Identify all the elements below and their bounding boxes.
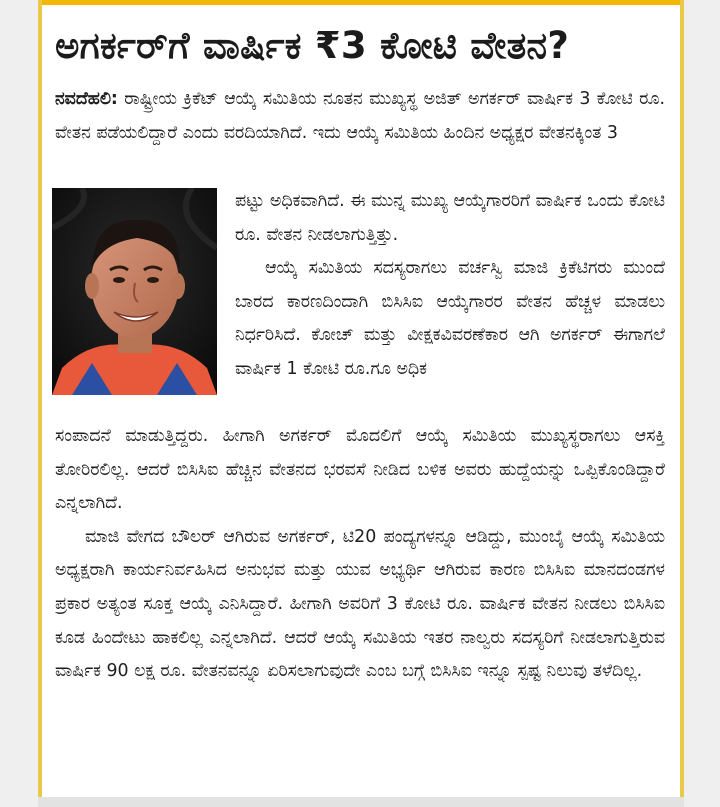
paragraph-2: ಆಯ್ಕೆ ಸಮಿತಿಯ ಸದಸ್ಯರಾಗಲು ವರ್ಚಸ್ವಿ ಮಾಜಿ ಕ್ರಿಕೆಟಿಗರು ಮುಂದೆ ಬಾರದ ಕಾರಣದಿಂದಾಗಿ ಬಿಸಿಸಿಐ ಆಯ್ಕೆಗಾರರ ವೇತನ ಹೆಚ್ಚಳ ಮಾಡಲು ನಿರ್ಧರಿಸಿದೆ. ಕೋಚ್ ಮತ್ತು ವೀಕ್ಷಕವಿವರಣೆಕಾರ ಆಗಿ ಅಗರ್ಕರ್ ಈಗಾಗಲೆ ವಾರ್ಷಿಕ 1 ಕೋಟಿ ರೂ.ಗೂ ಅಧಿಕ xyxy=(235,258,665,379)
paragraph-1 xyxy=(55,83,665,150)
paragraph-1-text: ರಾಷ್ಟ್ರೀಯ ಕ್ರಿಕೆಟ್ ಆಯ್ಕೆ ಸಮಿತಿಯ ನೂತನ ಮುಖ್ಯಸ್ಥ ಅಜಿತ್ ಅಗರ್ಕರ್ ವಾರ್ಷಿಕ 3 ಕೋಟಿ ರೂ. ವೇತನ ಪಡೆಯಲಿದ್ದಾರೆ ಎಂದು ವರದಿಯಾಗಿದೆ. ಇದು ಆಯ್ಕೆ ಸಮಿತಿಯ ಹಿಂದಿನ ಅಧ್ಯಕ್ಷರ ವೇತನಕ್ಕಿಂತ 3 xyxy=(55,89,665,143)
paragraph-1-continued: ಪಟ್ಟು ಅಧಿಕವಾಗಿದೆ. ಈ ಮುನ್ನ ಮುಖ್ಯ ಆಯ್ಕೆಗಾರರಿಗೆ ವಾರ್ಷಿಕ ಒಂದು ಕೋಟಿ ರೂ. ವೇತನ ನೀಡಲಾಗುತ್ತಿತ್ತು. xyxy=(235,191,665,245)
bottom-edge xyxy=(38,797,684,807)
top-accent-rule xyxy=(38,0,684,5)
portrait-image xyxy=(52,188,217,395)
left-border xyxy=(38,0,42,807)
paragraph-2-continued: ಸಂಪಾದನೆ ಮಾಡುತ್ತಿದ್ದರು. ಹೀಗಾಗಿ ಅಗರ್ಕರ್ ಮೊದಲಿಗೆ ಆಯ್ಕೆ ಸಮಿತಿಯ ಮುಖ್ಯಸ್ಥರಾಗಲು ಆಸಕ್ತಿ ತೋರಿರಲಿಲ್ಲ. ಆದರೆ ಬಿಸಿಸಿಐ ಹೆಚ್ಚಿನ ವೇತನದ ಭರವಸೆ ನೀಡಿದ ಬಳಿಕ ಅವರು ಹುದ್ದೆಯನ್ನು ಒಪ್ಪಿಕೊಂಡಿದ್ದಾರೆ ಎನ್ನಲಾಗಿದೆ. xyxy=(55,426,665,514)
dateline: ನವದೆಹಲಿ: xyxy=(55,89,118,109)
article-intro xyxy=(55,83,665,150)
article-lower xyxy=(55,420,665,689)
article-beside-photo xyxy=(235,185,665,387)
player-photo xyxy=(52,188,217,395)
headline: ಅಗರ್ಕರ್‌ಗೆ ವಾರ್ಷಿಕ ₹3 ಕೋಟಿ ವೇತನ? xyxy=(55,24,570,67)
paragraph-3: ಮಾಜಿ ವೇಗದ ಬೌಲರ್ ಆಗಿರುವ ಅಗರ್ಕರ್, ಟಿ20 ಪಂದ್ಯಗಳನ್ನೂ ಆಡಿದ್ದು, ಮುಂಬೈ ಆಯ್ಕೆ ಸಮಿತಿಯ ಅಧ್ಯಕ್ಷರಾಗಿ ಕಾರ್ಯನಿರ್ವಹಿಸಿದ ಅನುಭವ ಮತ್ತು ಯುವ ಅಭ್ಯರ್ಥಿ ಆಗಿರುವ ಕಾರಣ ಬಿಸಿಸಿಐ ಮಾನದಂಡಗಳ ಪ್ರಕಾರ ಅತ್ಯಂತ ಸೂಕ್ತ ಆಯ್ಕೆ ಎನಿಸಿದ್ದಾರೆ. ಹೀಗಾಗಿ ಅವರಿಗೆ 3 ಕೋಟಿ ರೂ. ವಾರ್ಷಿಕ ವೇತನ ನೀಡಲು ಬಿಸಿಸಿಐ ಕೂಡ ಹಿಂದೇಟು ಹಾಕಲಿಲ್ಲ ಎನ್ನಲಾಗಿದೆ. ಆದರೆ ಆಯ್ಕೆ ಸಮಿತಿಯ ಇತರ ನಾಲ್ವರು ಸದಸ್ಯರಿಗೆ ನೀಡಲಾಗುತ್ತಿರುವ ವಾರ್ಷಿಕ 90 ಲಕ್ಷ ರೂ. ವೇತನವನ್ನೂ ಏರಿಸಲಾಗುವುದೇ ಎಂಬ ಬಗ್ಗೆ ಬಿಸಿಸಿಐ ಇನ್ನೂ ಸ್ಪಷ್ಟ ನಿಲುವು ತಳೆದಿಲ್ಲ. xyxy=(55,526,665,682)
right-border xyxy=(680,0,684,807)
